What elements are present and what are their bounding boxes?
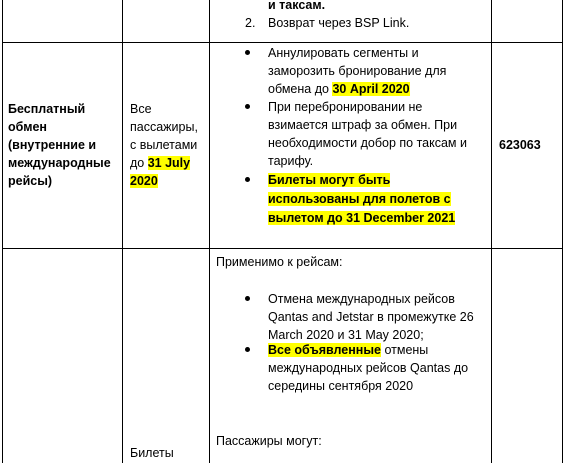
passengers-cell-line: Все xyxy=(130,102,152,116)
passengers-cell-line: с вылетами xyxy=(130,138,198,152)
table-col-divider-1 xyxy=(122,0,123,463)
conditions-bullet-line xyxy=(268,171,390,189)
departure-deadline-year-highlight: 2020 xyxy=(130,174,158,188)
free-exchange-title-line: (внутренние и xyxy=(8,138,97,152)
bullet-icon xyxy=(245,177,250,182)
prev-row-item-number: 2. xyxy=(245,16,256,30)
table-border-left xyxy=(2,0,3,463)
table-col-divider-2 xyxy=(209,0,210,463)
conditions-bullet-line: При перебронировании не xyxy=(268,100,423,114)
conditions-bullet-line xyxy=(268,190,451,208)
bullet-icon xyxy=(245,296,250,301)
passengers-cell-line xyxy=(130,172,158,190)
ticket-validity-highlight: Билеты могут быть xyxy=(268,173,391,187)
free-exchange-title-line: Бесплатный xyxy=(8,102,86,116)
free-exchange-title-line: обмен xyxy=(8,120,47,134)
conditions-bullet-line xyxy=(268,80,410,98)
table-row-divider-1 xyxy=(2,42,563,43)
prev-row-item-text: Возврат через BSP Link. xyxy=(268,16,410,30)
ticket-validity-highlight: вылетом до 31 December 2021 xyxy=(268,211,456,225)
conditions-bullet-line: тарифу. xyxy=(268,154,314,168)
free-exchange-title-line: рейсы) xyxy=(8,174,53,188)
flights-bullet-line: Отмена международных рейсов xyxy=(268,292,455,306)
flights-bullet-line: Qantas and Jetstar в промежутке 26 xyxy=(268,310,474,324)
table-border-right xyxy=(562,0,563,463)
conditions-prefix: обмена до xyxy=(268,82,333,96)
bullet-icon xyxy=(245,347,250,352)
conditions-bullet-line xyxy=(268,209,455,227)
passengers-cell-line: пассажиры, xyxy=(130,120,198,134)
flights-bullet-line: международных рейсов Qantas до xyxy=(268,361,469,375)
conditions-bullet-line: Аннулировать сегменты и xyxy=(268,46,419,60)
table-row-divider-2 xyxy=(2,248,563,249)
conditions-bullet-line: заморозить бронирование для xyxy=(268,64,447,78)
flights-bullet-rest: отмены xyxy=(380,343,429,357)
bullet-icon xyxy=(245,104,250,109)
applicable-flights-intro: Применимо к рейсам: xyxy=(216,255,343,269)
flights-bullet-line xyxy=(268,341,428,359)
passengers-cell-prefix: до xyxy=(130,156,148,170)
passengers-cell-line xyxy=(130,154,190,172)
next-row-col2-text: Билеты xyxy=(130,446,174,460)
free-exchange-title-line: международные xyxy=(8,156,111,170)
flights-bullet-line: середины сентября 2020 xyxy=(268,379,414,393)
prev-row-text-line: и таксам. xyxy=(268,0,326,12)
announced-cancellations-highlight: Все объявленные xyxy=(268,343,381,357)
departure-deadline-highlight: 31 July xyxy=(147,156,191,170)
bullet-icon xyxy=(245,50,250,55)
flights-bullet-line: March 2020 и 31 May 2020; xyxy=(268,328,424,342)
waiver-code: 623063 xyxy=(499,138,541,152)
ticket-validity-highlight: использованы для полетов с xyxy=(268,192,451,206)
passengers-can-label: Пассажиры могут: xyxy=(216,434,322,448)
conditions-bullet-line: необходимости добор по таксам и xyxy=(268,136,467,150)
exchange-deadline-highlight: 30 April 2020 xyxy=(332,82,410,96)
conditions-bullet-line: взимается штраф за обмен. При xyxy=(268,118,458,132)
table-col-divider-3 xyxy=(491,0,492,463)
